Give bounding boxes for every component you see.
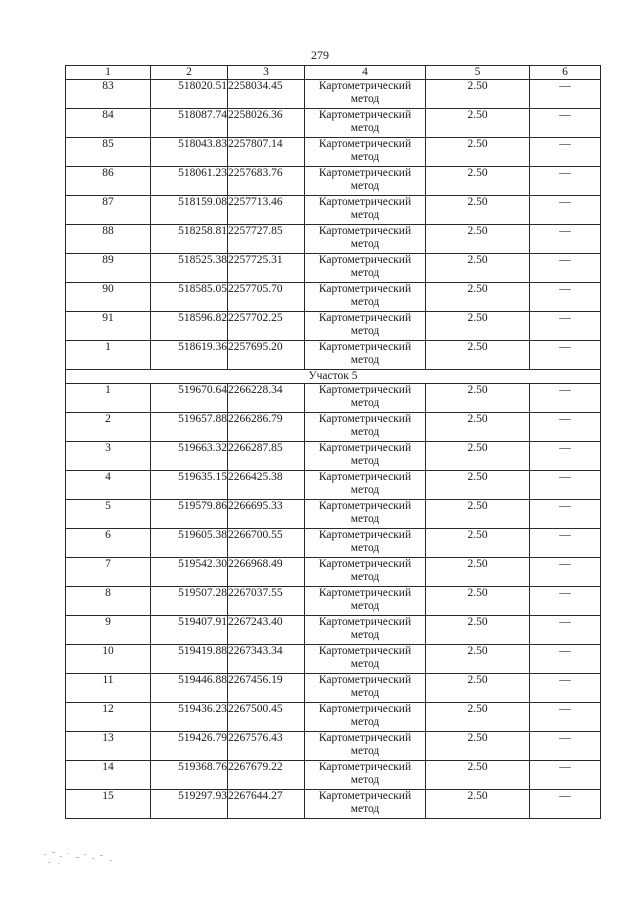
x-coordinate-cell: 519657.88: [151, 413, 228, 442]
y-coordinate-cell: 2266968.49: [228, 558, 305, 587]
y-coordinate-cell: 2257725.31: [228, 254, 305, 283]
point-number-cell: 10: [66, 645, 151, 674]
point-number-cell: 86: [66, 167, 151, 196]
x-coordinate-cell: 519670.64: [151, 384, 228, 413]
x-coordinate-cell: 518585.05: [151, 283, 228, 312]
method-cell: Картометрический метод: [305, 587, 426, 616]
precision-cell: 2.50: [426, 674, 530, 703]
precision-cell: 2.50: [426, 384, 530, 413]
section-title: Участок 5: [66, 370, 601, 384]
method-cell: Картометрический метод: [305, 558, 426, 587]
point-number-cell: 2: [66, 413, 151, 442]
x-coordinate-cell: 518061.23: [151, 167, 228, 196]
y-coordinate-cell: 2258034.45: [228, 80, 305, 109]
table-row: [66, 138, 601, 167]
x-coordinate-cell: 519436.23: [151, 703, 228, 732]
point-number-cell: 89: [66, 254, 151, 283]
method-cell: Картометрический метод: [305, 732, 426, 761]
point-number-cell: 12: [66, 703, 151, 732]
note-cell: —: [530, 80, 601, 109]
table-row: [66, 341, 601, 370]
x-coordinate-cell: 519446.88: [151, 674, 228, 703]
method-cell: Картометрический метод: [305, 645, 426, 674]
x-coordinate-cell: 518159.08: [151, 196, 228, 225]
note-cell: —: [530, 471, 601, 500]
y-coordinate-cell: 2266228.34: [228, 384, 305, 413]
point-number-cell: 87: [66, 196, 151, 225]
method-cell: Картометрический метод: [305, 138, 426, 167]
method-cell: Картометрический метод: [305, 254, 426, 283]
precision-cell: 2.50: [426, 413, 530, 442]
precision-cell: 2.50: [426, 167, 530, 196]
method-cell: Картометрический метод: [305, 761, 426, 790]
method-cell: Картометрический метод: [305, 109, 426, 138]
y-coordinate-cell: 2266287.85: [228, 442, 305, 471]
precision-cell: 2.50: [426, 312, 530, 341]
table-row: [66, 283, 601, 312]
table-row: [66, 703, 601, 732]
point-number-cell: 8: [66, 587, 151, 616]
precision-cell: 2.50: [426, 254, 530, 283]
table-row: [66, 761, 601, 790]
table-row: [66, 616, 601, 645]
y-coordinate-cell: 2257683.76: [228, 167, 305, 196]
y-coordinate-cell: 2267644.27: [228, 790, 305, 819]
x-coordinate-cell: 518258.81: [151, 225, 228, 254]
note-cell: —: [530, 674, 601, 703]
method-cell: Картометрический метод: [305, 500, 426, 529]
y-coordinate-cell: 2267243.40: [228, 616, 305, 645]
note-cell: —: [530, 500, 601, 529]
column-header: 3: [228, 66, 305, 80]
point-number-cell: 3: [66, 442, 151, 471]
table-row: [66, 790, 601, 819]
note-cell: —: [530, 645, 601, 674]
precision-cell: 2.50: [426, 558, 530, 587]
y-coordinate-cell: 2266425.38: [228, 471, 305, 500]
precision-cell: 2.50: [426, 529, 530, 558]
column-header: 4: [305, 66, 426, 80]
table-row: [66, 254, 601, 283]
x-coordinate-cell: 518596.82: [151, 312, 228, 341]
precision-cell: 2.50: [426, 341, 530, 370]
precision-cell: 2.50: [426, 645, 530, 674]
precision-cell: 2.50: [426, 761, 530, 790]
x-coordinate-cell: 519368.76: [151, 761, 228, 790]
point-number-cell: 15: [66, 790, 151, 819]
method-cell: Картометрический метод: [305, 442, 426, 471]
note-cell: —: [530, 732, 601, 761]
table-row: [66, 80, 601, 109]
point-number-cell: 4: [66, 471, 151, 500]
table-row: [66, 225, 601, 254]
x-coordinate-cell: 519297.93: [151, 790, 228, 819]
x-coordinate-cell: 519635.15: [151, 471, 228, 500]
y-coordinate-cell: 2266700.55: [228, 529, 305, 558]
note-cell: —: [530, 790, 601, 819]
y-coordinate-cell: 2257695.20: [228, 341, 305, 370]
y-coordinate-cell: 2267500.45: [228, 703, 305, 732]
point-number-cell: 83: [66, 80, 151, 109]
method-cell: Картометрический метод: [305, 790, 426, 819]
x-coordinate-cell: 519605.38: [151, 529, 228, 558]
note-cell: —: [530, 109, 601, 138]
method-cell: Картометрический метод: [305, 616, 426, 645]
column-header: 5: [426, 66, 530, 80]
y-coordinate-cell: 2257705.70: [228, 283, 305, 312]
note-cell: —: [530, 312, 601, 341]
section-header-row: [66, 370, 601, 384]
note-cell: —: [530, 254, 601, 283]
precision-cell: 2.50: [426, 225, 530, 254]
table-row: [66, 196, 601, 225]
x-coordinate-cell: 518525.38: [151, 254, 228, 283]
y-coordinate-cell: 2266695.33: [228, 500, 305, 529]
table-row: [66, 312, 601, 341]
x-coordinate-cell: 518619.36: [151, 341, 228, 370]
point-number-cell: 11: [66, 674, 151, 703]
point-number-cell: 88: [66, 225, 151, 254]
x-coordinate-cell: 519507.28: [151, 587, 228, 616]
method-cell: Картометрический метод: [305, 471, 426, 500]
x-coordinate-cell: 519663.32: [151, 442, 228, 471]
page-number: 279: [311, 48, 329, 62]
point-number-cell: 85: [66, 138, 151, 167]
point-number-cell: 90: [66, 283, 151, 312]
note-cell: —: [530, 529, 601, 558]
y-coordinate-cell: 2266286.79: [228, 413, 305, 442]
x-coordinate-cell: 519407.91: [151, 616, 228, 645]
table-row: [66, 732, 601, 761]
precision-cell: 2.50: [426, 109, 530, 138]
method-cell: Картометрический метод: [305, 529, 426, 558]
note-cell: —: [530, 196, 601, 225]
column-header: 6: [530, 66, 601, 80]
note-cell: —: [530, 558, 601, 587]
coordinates-table: [65, 65, 601, 819]
method-cell: Картометрический метод: [305, 674, 426, 703]
table-row: [66, 167, 601, 196]
note-cell: —: [530, 413, 601, 442]
point-number-cell: 13: [66, 732, 151, 761]
precision-cell: 2.50: [426, 442, 530, 471]
point-number-cell: 14: [66, 761, 151, 790]
note-cell: —: [530, 587, 601, 616]
precision-cell: 2.50: [426, 80, 530, 109]
column-header: 2: [151, 66, 228, 80]
method-cell: Картометрический метод: [305, 196, 426, 225]
y-coordinate-cell: 2267679.22: [228, 761, 305, 790]
y-coordinate-cell: 2257727.85: [228, 225, 305, 254]
note-cell: —: [530, 761, 601, 790]
method-cell: Картометрический метод: [305, 283, 426, 312]
point-number-cell: 91: [66, 312, 151, 341]
table-row: [66, 109, 601, 138]
precision-cell: 2.50: [426, 196, 530, 225]
method-cell: Картометрический метод: [305, 80, 426, 109]
method-cell: Картометрический метод: [305, 703, 426, 732]
table-row: [66, 529, 601, 558]
scan-artifact: [40, 848, 130, 868]
y-coordinate-cell: 2257807.14: [228, 138, 305, 167]
x-coordinate-cell: 519419.88: [151, 645, 228, 674]
method-cell: Картометрический метод: [305, 225, 426, 254]
column-header: 1: [66, 66, 151, 80]
column-header-row: [66, 66, 601, 80]
note-cell: —: [530, 616, 601, 645]
table-row: [66, 500, 601, 529]
note-cell: —: [530, 442, 601, 471]
point-number-cell: 5: [66, 500, 151, 529]
x-coordinate-cell: 519426.79: [151, 732, 228, 761]
precision-cell: 2.50: [426, 283, 530, 312]
x-coordinate-cell: 518087.74: [151, 109, 228, 138]
point-number-cell: 1: [66, 384, 151, 413]
point-number-cell: 9: [66, 616, 151, 645]
point-number-cell: 6: [66, 529, 151, 558]
y-coordinate-cell: 2267576.43: [228, 732, 305, 761]
y-coordinate-cell: 2267037.55: [228, 587, 305, 616]
table-row: [66, 471, 601, 500]
point-number-cell: 7: [66, 558, 151, 587]
table-row: [66, 587, 601, 616]
table-body: [66, 80, 601, 819]
note-cell: —: [530, 138, 601, 167]
method-cell: Картометрический метод: [305, 413, 426, 442]
y-coordinate-cell: 2257702.25: [228, 312, 305, 341]
precision-cell: 2.50: [426, 471, 530, 500]
x-coordinate-cell: 518043.83: [151, 138, 228, 167]
y-coordinate-cell: 2267456.19: [228, 674, 305, 703]
method-cell: Картометрический метод: [305, 341, 426, 370]
x-coordinate-cell: 519542.30: [151, 558, 228, 587]
note-cell: —: [530, 341, 601, 370]
method-cell: Картометрический метод: [305, 167, 426, 196]
point-number-cell: 1: [66, 341, 151, 370]
precision-cell: 2.50: [426, 587, 530, 616]
table-row: [66, 413, 601, 442]
precision-cell: 2.50: [426, 500, 530, 529]
precision-cell: 2.50: [426, 138, 530, 167]
method-cell: Картометрический метод: [305, 312, 426, 341]
x-coordinate-cell: 518020.51: [151, 80, 228, 109]
table-row: [66, 558, 601, 587]
point-number-cell: 84: [66, 109, 151, 138]
precision-cell: 2.50: [426, 703, 530, 732]
note-cell: —: [530, 225, 601, 254]
y-coordinate-cell: 2258026.36: [228, 109, 305, 138]
table-row: [66, 384, 601, 413]
note-cell: —: [530, 384, 601, 413]
precision-cell: 2.50: [426, 732, 530, 761]
table-row: [66, 645, 601, 674]
y-coordinate-cell: 2267343.34: [228, 645, 305, 674]
note-cell: —: [530, 703, 601, 732]
y-coordinate-cell: 2257713.46: [228, 196, 305, 225]
method-cell: Картометрический метод: [305, 384, 426, 413]
table-row: [66, 674, 601, 703]
table-row: [66, 442, 601, 471]
x-coordinate-cell: 519579.86: [151, 500, 228, 529]
note-cell: —: [530, 283, 601, 312]
precision-cell: 2.50: [426, 616, 530, 645]
note-cell: —: [530, 167, 601, 196]
precision-cell: 2.50: [426, 790, 530, 819]
